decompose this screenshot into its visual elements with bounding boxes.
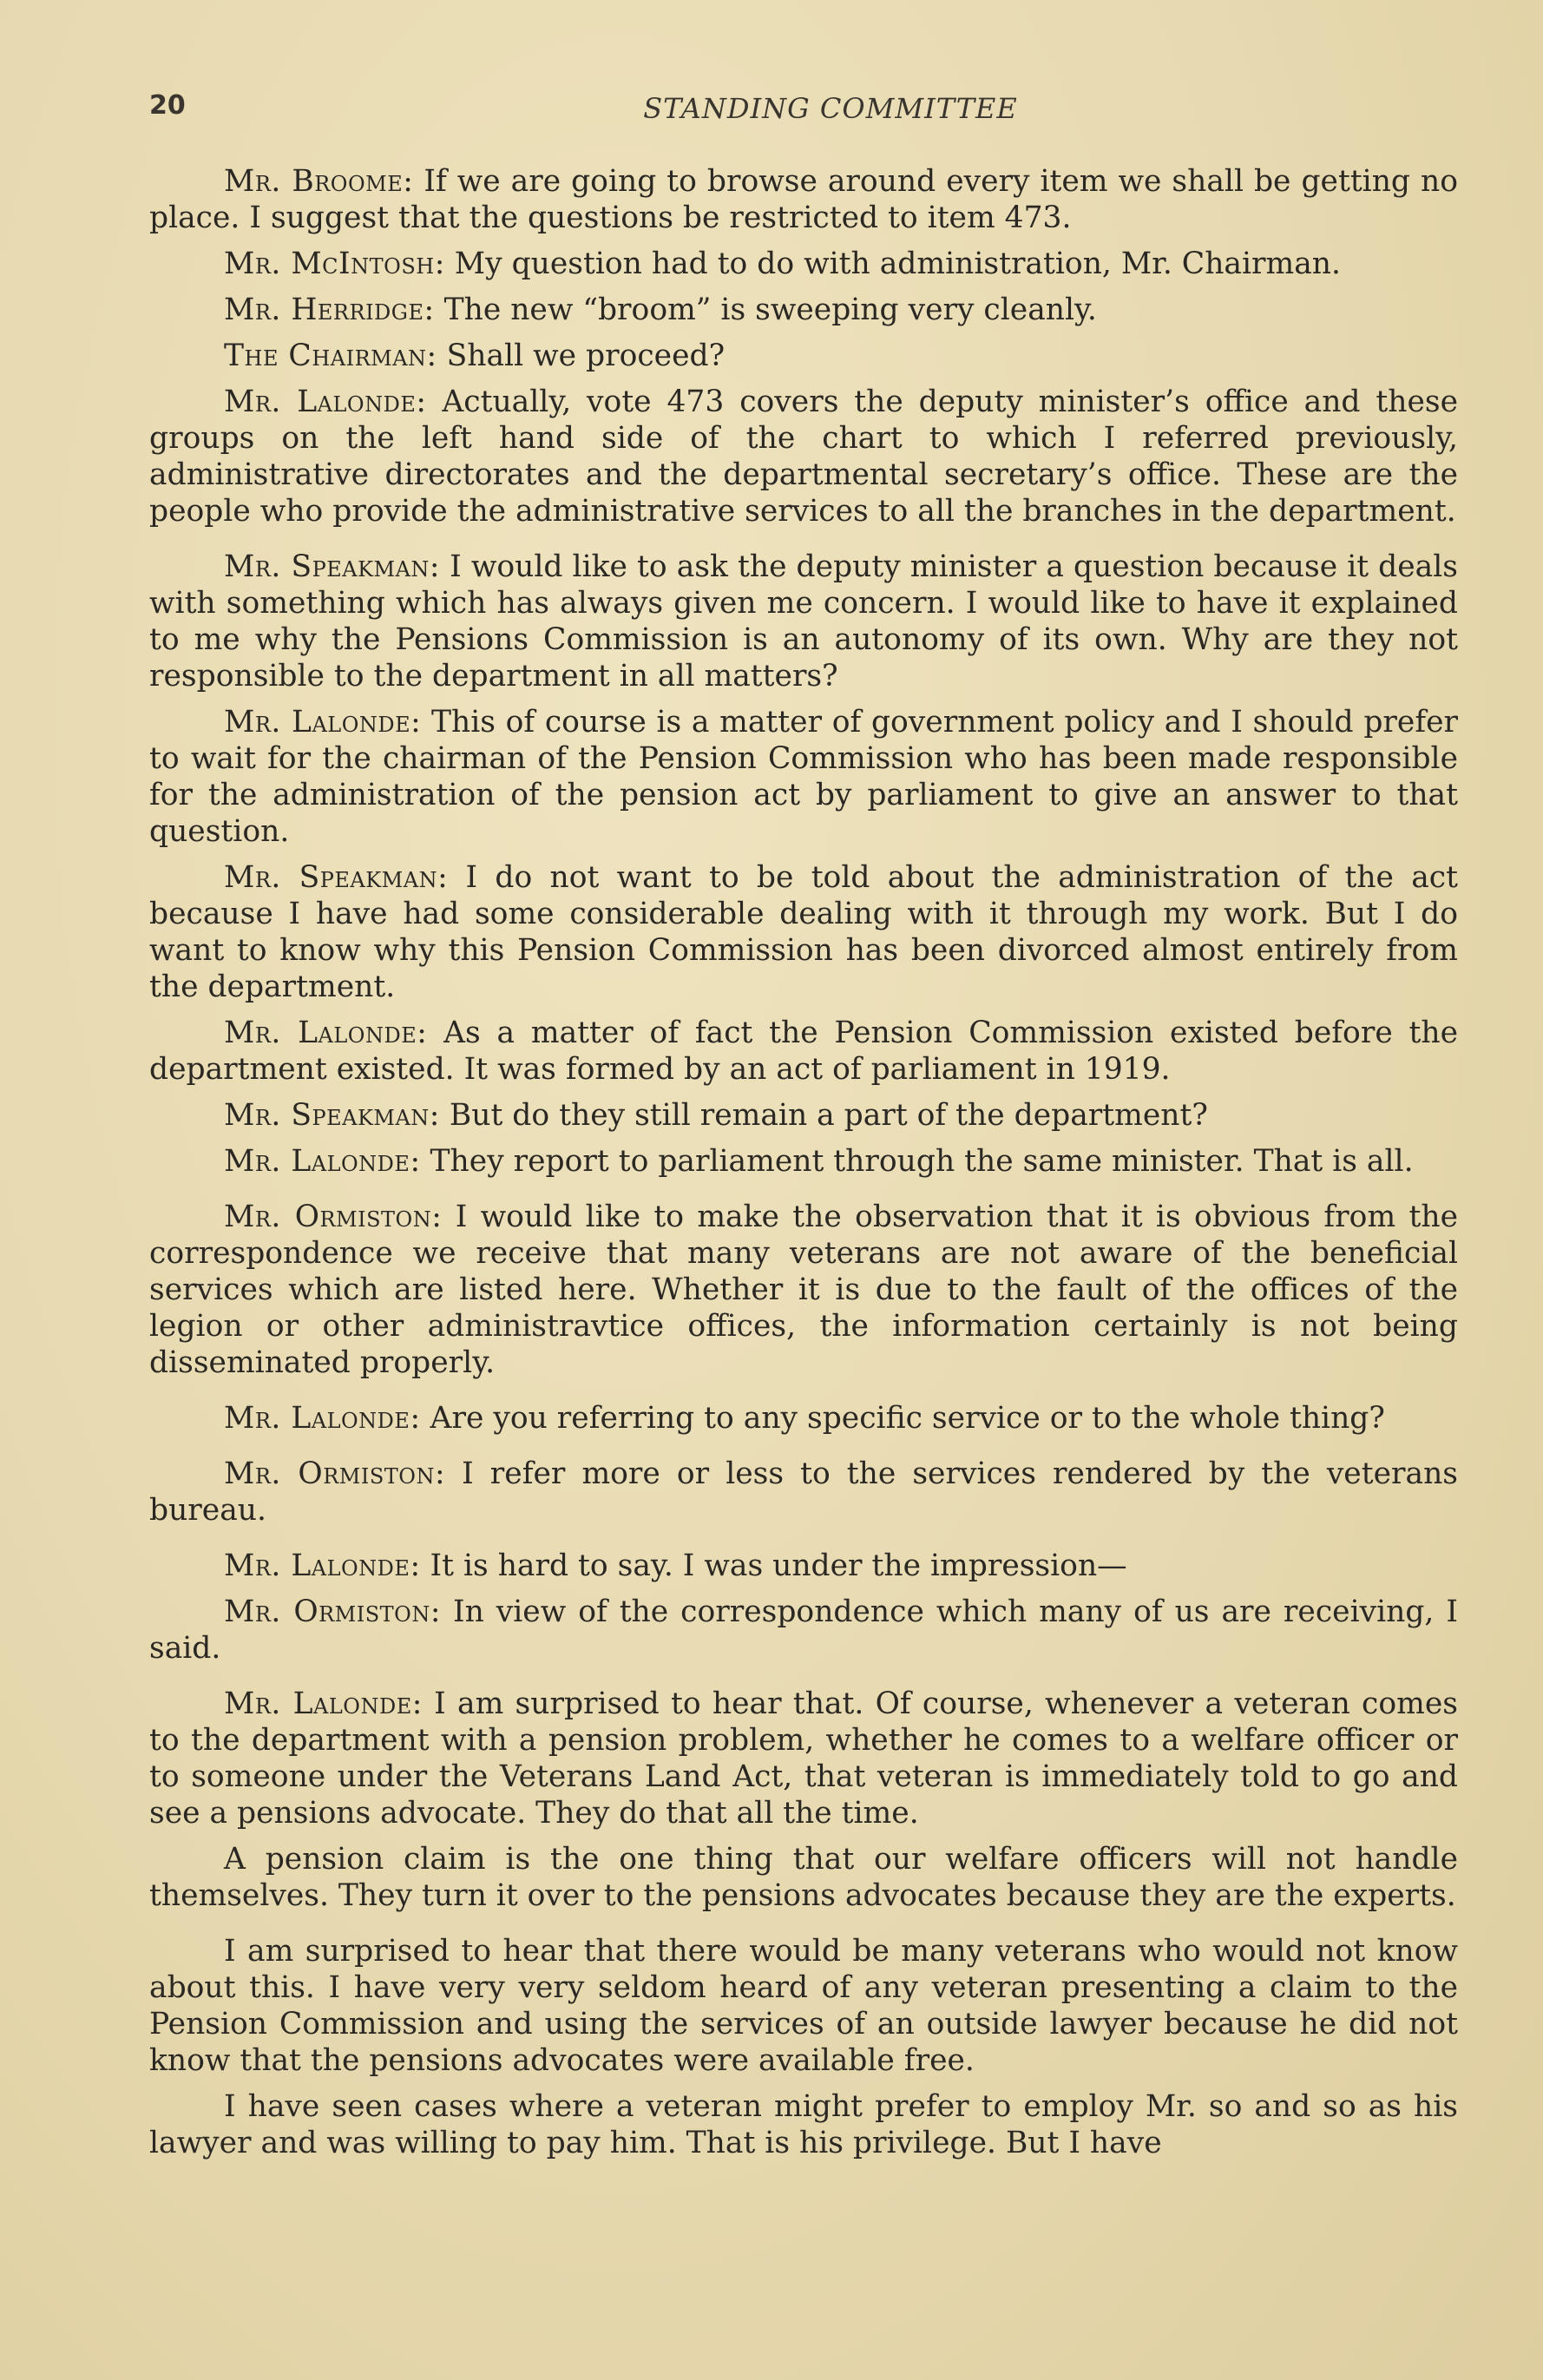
paragraph-text: A pension claim is the one thing that our welfare officers will not handle themselves. They turn it over to the pensions advocates because they are the experts. bbox=[149, 1842, 1458, 1913]
paragraph-text: The new “broom” is sweeping very cleanly. bbox=[434, 293, 1097, 327]
speaker-name: The Chairman: bbox=[224, 339, 437, 373]
transcript-paragraph bbox=[149, 1199, 1458, 1381]
paragraph-text: My question had to do with administration, Mr. Chairman. bbox=[444, 247, 1341, 281]
transcript-paragraph bbox=[149, 1841, 1458, 1914]
transcript-paragraph bbox=[149, 2088, 1458, 2161]
running-head: STANDING COMMITTEE bbox=[643, 92, 1018, 125]
paragraph-text: But do they still remain a part of the department? bbox=[439, 1098, 1208, 1133]
speaker-name: Mr. Ormiston: bbox=[224, 1594, 441, 1629]
speaker-name: Mr. Speakman: bbox=[224, 549, 441, 584]
paragraph-text: I would like to make the observation that it is obvious from the correspondence we receive that many veterans are not aware of the beneficial services which are listed here. Whether it is due to the fault of the offices of the legion or other administravtice offices, the information certainly is not being disseminated properly. bbox=[149, 1200, 1458, 1380]
paragraph-text: Actually, vote 473 covers the deputy minister’s office and these groups on the left hand side of the chart to which I referred previously, administrative directorates and the departmental secretary’s office. These are the people who provide the administrative services to all the branches in the department. bbox=[149, 385, 1458, 529]
paragraph-text: I am surprised to hear that. Of course, whenever a veteran comes to the department with a pension problem, whether he comes to a welfare officer or to someone under the Veterans Land Act, that veteran is immediately told to go and see a pensions advocate. They do that all the time. bbox=[149, 1686, 1458, 1831]
paragraph-text: In view of the correspondence which many of us are receiving, I said. bbox=[149, 1594, 1458, 1666]
speaker-name: Mr. Lalonde: bbox=[224, 1401, 421, 1436]
paragraph-text: This of course is a matter of government policy and I should prefer to wait for the chairman of the Pension Commission who has been made responsible for the administration of the pension act by parliament to give an answer to that question. bbox=[149, 705, 1458, 849]
transcript-paragraph bbox=[149, 859, 1458, 1005]
transcript-paragraph bbox=[149, 163, 1458, 236]
speaker-name: Mr. Speakman: bbox=[224, 860, 449, 895]
paragraph-text: It is hard to say. I was under the impression— bbox=[420, 1548, 1127, 1583]
speaker-name: Mr. Lalonde: bbox=[224, 385, 427, 419]
speaker-name: Mr. Speakman: bbox=[224, 1098, 440, 1133]
transcript-paragraph bbox=[149, 1143, 1458, 1180]
transcript-paragraph bbox=[149, 246, 1458, 282]
transcript-paragraph bbox=[149, 1015, 1458, 1088]
speaker-name: Mr. Herridge: bbox=[224, 293, 435, 327]
speaker-name: Mr. Lalonde: bbox=[224, 1016, 428, 1050]
speaker-name: Mr. McIntosh: bbox=[224, 247, 445, 281]
transcript-body bbox=[149, 163, 1458, 2171]
speaker-name: Mr. Lalonde: bbox=[224, 1548, 421, 1583]
speaker-name: Mr. Broome: bbox=[224, 164, 414, 199]
transcript-paragraph bbox=[149, 1548, 1458, 1584]
paragraph-text: They report to parliament through the same minister. That is all. bbox=[420, 1144, 1414, 1179]
page-header bbox=[149, 90, 1460, 134]
paragraph-text: I am surprised to hear that there would be many veterans who would not know about this. I have very very seldom heard of any veteran presenting a claim to the Pension Commission and using the services of an outside lawyer because he did not know that the pensions advocates were available free. bbox=[149, 1934, 1458, 2078]
speaker-name: Mr. Lalonde: bbox=[224, 705, 422, 740]
transcript-paragraph bbox=[149, 292, 1458, 328]
transcript-paragraph bbox=[149, 1456, 1458, 1529]
speaker-name: Mr. Lalonde: bbox=[224, 1144, 421, 1179]
paragraph-text: Shall we proceed? bbox=[437, 339, 726, 373]
transcript-paragraph bbox=[149, 549, 1458, 694]
speaker-name: Mr. Ormiston: bbox=[224, 1200, 443, 1234]
transcript-paragraph bbox=[149, 338, 1458, 374]
transcript-paragraph bbox=[149, 1686, 1458, 1831]
paragraph-text: I would like to ask the deputy minister a question because it deals with something which has always given me concern. I would like to have it explained to me why the Pensions Commission is an autonomy of its own. Why are they not responsible to the department in all matters? bbox=[149, 549, 1458, 694]
paragraph-text: I have seen cases where a veteran might prefer to employ Mr. so and so as his lawyer and was willing to pay him. That is his privilege. But I have bbox=[149, 2089, 1458, 2160]
paragraph-text: As a matter of fact the Pension Commission existed before the department existed. It was formed by an act of parliament in 1919. bbox=[149, 1016, 1458, 1087]
speaker-name: Mr. Ormiston: bbox=[224, 1456, 446, 1491]
paragraph-text: If we are going to browse around every item we shall be getting no place. I suggest that the questions be restricted to item 473. bbox=[149, 164, 1458, 235]
paragraph-text: I do not want to be told about the administration of the act because I have had some considerable dealing with it through my work. But I do want to know why this Pension Commission has been divorced almost entirely from the department. bbox=[149, 860, 1458, 1004]
transcript-paragraph bbox=[149, 1097, 1458, 1134]
paragraph-text: I refer more or less to the services rendered by the veterans bureau. bbox=[149, 1456, 1458, 1528]
transcript-paragraph bbox=[149, 1400, 1458, 1437]
paragraph-text: Are you referring to any specific service or to the whole thing? bbox=[420, 1401, 1385, 1436]
transcript-paragraph bbox=[149, 1933, 1458, 2079]
transcript-paragraph bbox=[149, 384, 1458, 529]
page-number: 20 bbox=[149, 90, 186, 121]
transcript-paragraph bbox=[149, 1594, 1458, 1667]
speaker-name: Mr. Lalonde: bbox=[224, 1686, 423, 1721]
transcript-paragraph bbox=[149, 704, 1458, 850]
